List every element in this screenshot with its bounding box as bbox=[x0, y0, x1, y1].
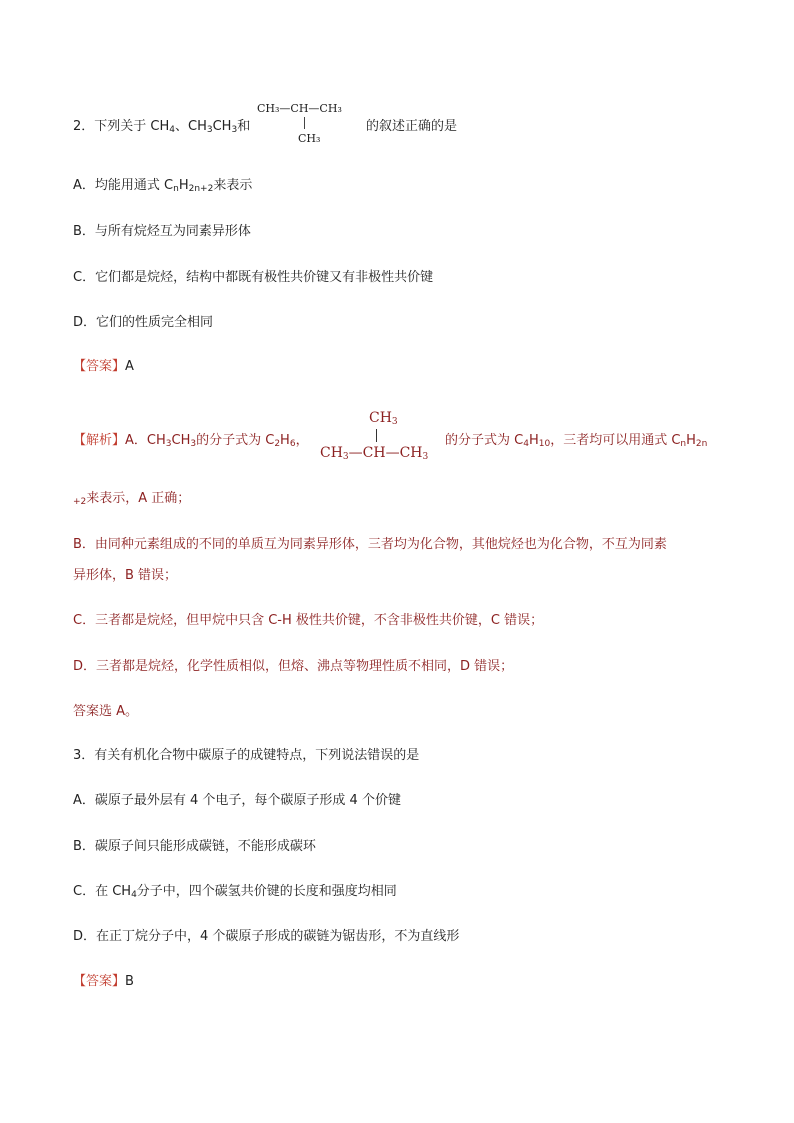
q2-option-d: D．它们的性质完全相同 bbox=[73, 315, 214, 330]
q3-option-d: D．在正丁烷分子中，4 个碳原子形成的碳链为锯齿形，不为直线形 bbox=[73, 929, 460, 944]
q2-analysis-d: D．三者都是烷烃，化学性质相似，但熔、沸点等物理性质不相同，D 错误； bbox=[73, 659, 514, 674]
q3-option-a: A．碳原子最外层有 4 个电子，每个碳原子形成 4 个价键 bbox=[73, 793, 401, 808]
struct-large-bond bbox=[376, 429, 377, 442]
q3-option-b: B．碳原子间只能形成碳链，不能形成碳环 bbox=[73, 839, 316, 854]
q3-answer bbox=[73, 973, 134, 991]
struct-small-top: CH₃—CH—CH₃ bbox=[257, 102, 342, 115]
struct-large-bottom: $CH_3—CH—CH_3$ bbox=[320, 445, 429, 462]
q2-analysis-a-tail: 的分子式为 $C_4H_{10}$，三者均可以用通式 $C_nH_{2n}$ bbox=[445, 433, 708, 449]
q2-analysis-a-cont: $_{+2}$来表示，A 正确； bbox=[73, 491, 191, 507]
answer-value: A bbox=[125, 359, 134, 374]
struct-large-top: $CH_3$ bbox=[369, 410, 398, 427]
q2-analysis-b-1: B．由同种元素组成的不同的单质互为同素异形体，三者均为化合物，其他烷烃也为化合物，不互为同素 bbox=[73, 537, 667, 552]
answer-tag: 【答案】 bbox=[73, 359, 126, 374]
struct-small-bond bbox=[304, 117, 305, 129]
isobutane-structure-small bbox=[257, 102, 367, 148]
q2-option-c: C．它们都是烷烃，结构中都既有极性共价键又有非极性共价键 bbox=[73, 270, 434, 285]
q2-option-a: A．均能用通式 $C_nH_{2n+2}$来表示 bbox=[73, 178, 253, 194]
q2-analysis-b-2: 异形体，B 错误； bbox=[73, 568, 178, 583]
q2-conclusion: 答案选 A。 bbox=[73, 704, 139, 719]
q2-answer bbox=[73, 358, 134, 376]
q2-analysis-a: 【解析】A．$CH_3CH_3$的分子式为 $C_2H_6$， bbox=[73, 433, 309, 449]
q2-stem-end: 的叙述正确的是 bbox=[366, 119, 458, 134]
q2-option-b: B．与所有烷烃互为同素异形体 bbox=[73, 224, 251, 239]
isobutane-structure-large bbox=[320, 410, 450, 466]
struct-small-bottom: CH₃ bbox=[298, 132, 321, 145]
q2-stem: 2．下列关于 $CH_4$、$CH_3CH_3$和 bbox=[73, 119, 251, 135]
answer-value: B bbox=[125, 974, 134, 989]
q3-option-c: C．在 $CH_4$分子中，四个碳氢共价键的长度和强度均相同 bbox=[73, 884, 397, 900]
answer-tag: 【答案】 bbox=[73, 974, 126, 989]
q2-analysis-c: C．三者都是烷烃，但甲烷中只含 C-H 极性共价键，不含非极性共价键，C 错误； bbox=[73, 613, 544, 628]
q3-stem: 3．有关有机化合物中碳原子的成键特点，下列说法错误的是 bbox=[73, 748, 420, 763]
